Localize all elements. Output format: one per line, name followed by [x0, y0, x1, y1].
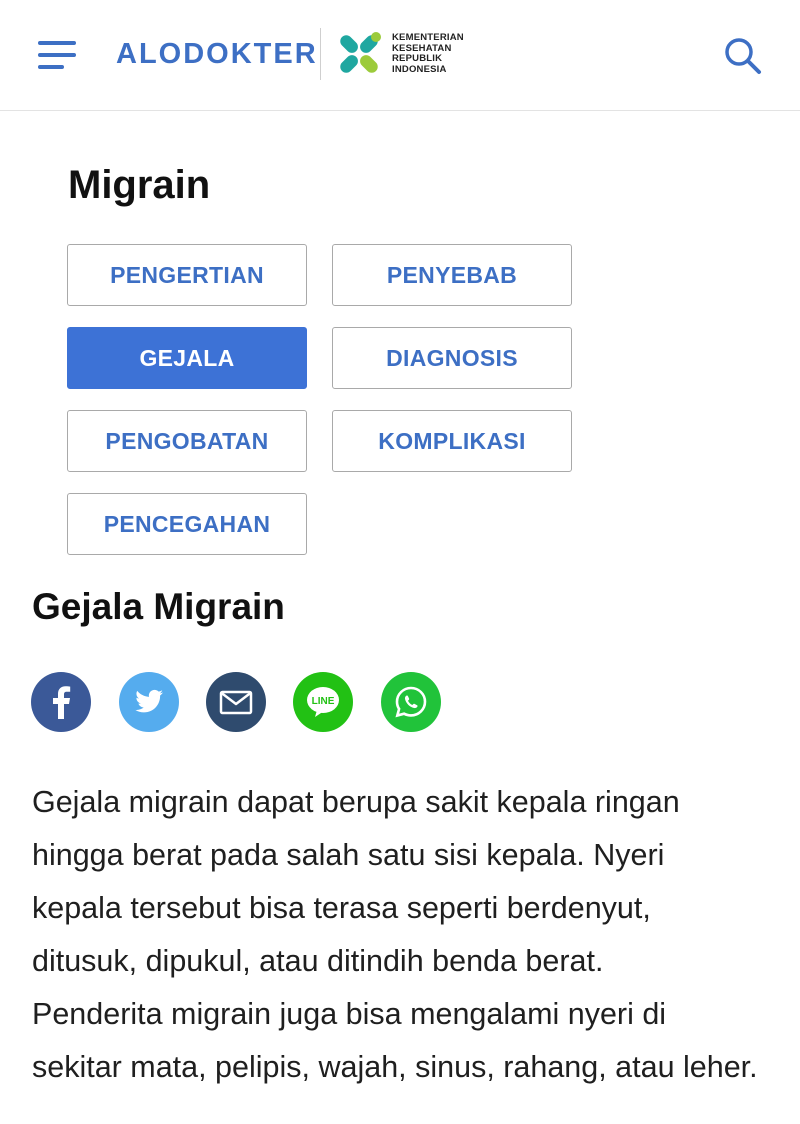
tab-diagnosis[interactable]: DIAGNOSIS	[332, 327, 572, 389]
page-title: Migrain	[68, 163, 211, 207]
tab-komplikasi[interactable]: KOMPLIKASI	[332, 410, 572, 472]
article-line: sekitar mata, pelipis, wajah, sinus, rahang, atau leher.	[32, 1050, 758, 1084]
article-line: Gejala migrain dapat berupa sakit kepala ringan	[32, 785, 680, 819]
section-title: Gejala Migrain	[32, 586, 285, 627]
article-line: Penderita migrain juga bisa mengalami nyeri di	[32, 997, 667, 1031]
whatsapp-icon	[381, 672, 441, 732]
header-divider	[320, 28, 321, 80]
facebook-icon	[31, 672, 91, 732]
svg-text:LINE: LINE	[311, 696, 335, 707]
share-email-button[interactable]	[206, 672, 266, 732]
share-twitter-button[interactable]	[119, 672, 179, 732]
alodokter-logo[interactable]: ALODOKTER	[116, 38, 318, 70]
article-line: hingga berat pada salah satu sisi kepala. Nyeri	[32, 838, 665, 872]
share-facebook-button[interactable]	[31, 672, 91, 732]
twitter-icon	[119, 672, 179, 732]
search-icon[interactable]	[722, 35, 764, 77]
kemenkes-label: KEMENTERIAN KESEHATAN REPUBLIK INDONESIA	[392, 32, 464, 75]
line-icon	[293, 672, 353, 732]
article-line: ditusuk, dipukul, atau ditindih benda berat.	[32, 944, 604, 978]
tab-pengobatan[interactable]: PENGOBATAN	[67, 410, 307, 472]
kemenkes-logo-icon	[332, 26, 386, 82]
share-whatsapp-button[interactable]	[381, 672, 441, 732]
top-header	[0, 0, 800, 111]
tab-pencegahan[interactable]: PENCEGAHAN	[67, 493, 307, 555]
article-body	[32, 776, 782, 1094]
share-line-button[interactable]	[293, 672, 353, 732]
tab-pengertian[interactable]: PENGERTIAN	[67, 244, 307, 306]
hamburger-menu-icon[interactable]	[36, 38, 78, 72]
tab-gejala[interactable]: GEJALA	[67, 327, 307, 389]
mail-icon	[206, 672, 266, 732]
tab-penyebab[interactable]: PENYEBAB	[332, 244, 572, 306]
article-line: kepala tersebut bisa terasa seperti berdenyut,	[32, 891, 651, 925]
